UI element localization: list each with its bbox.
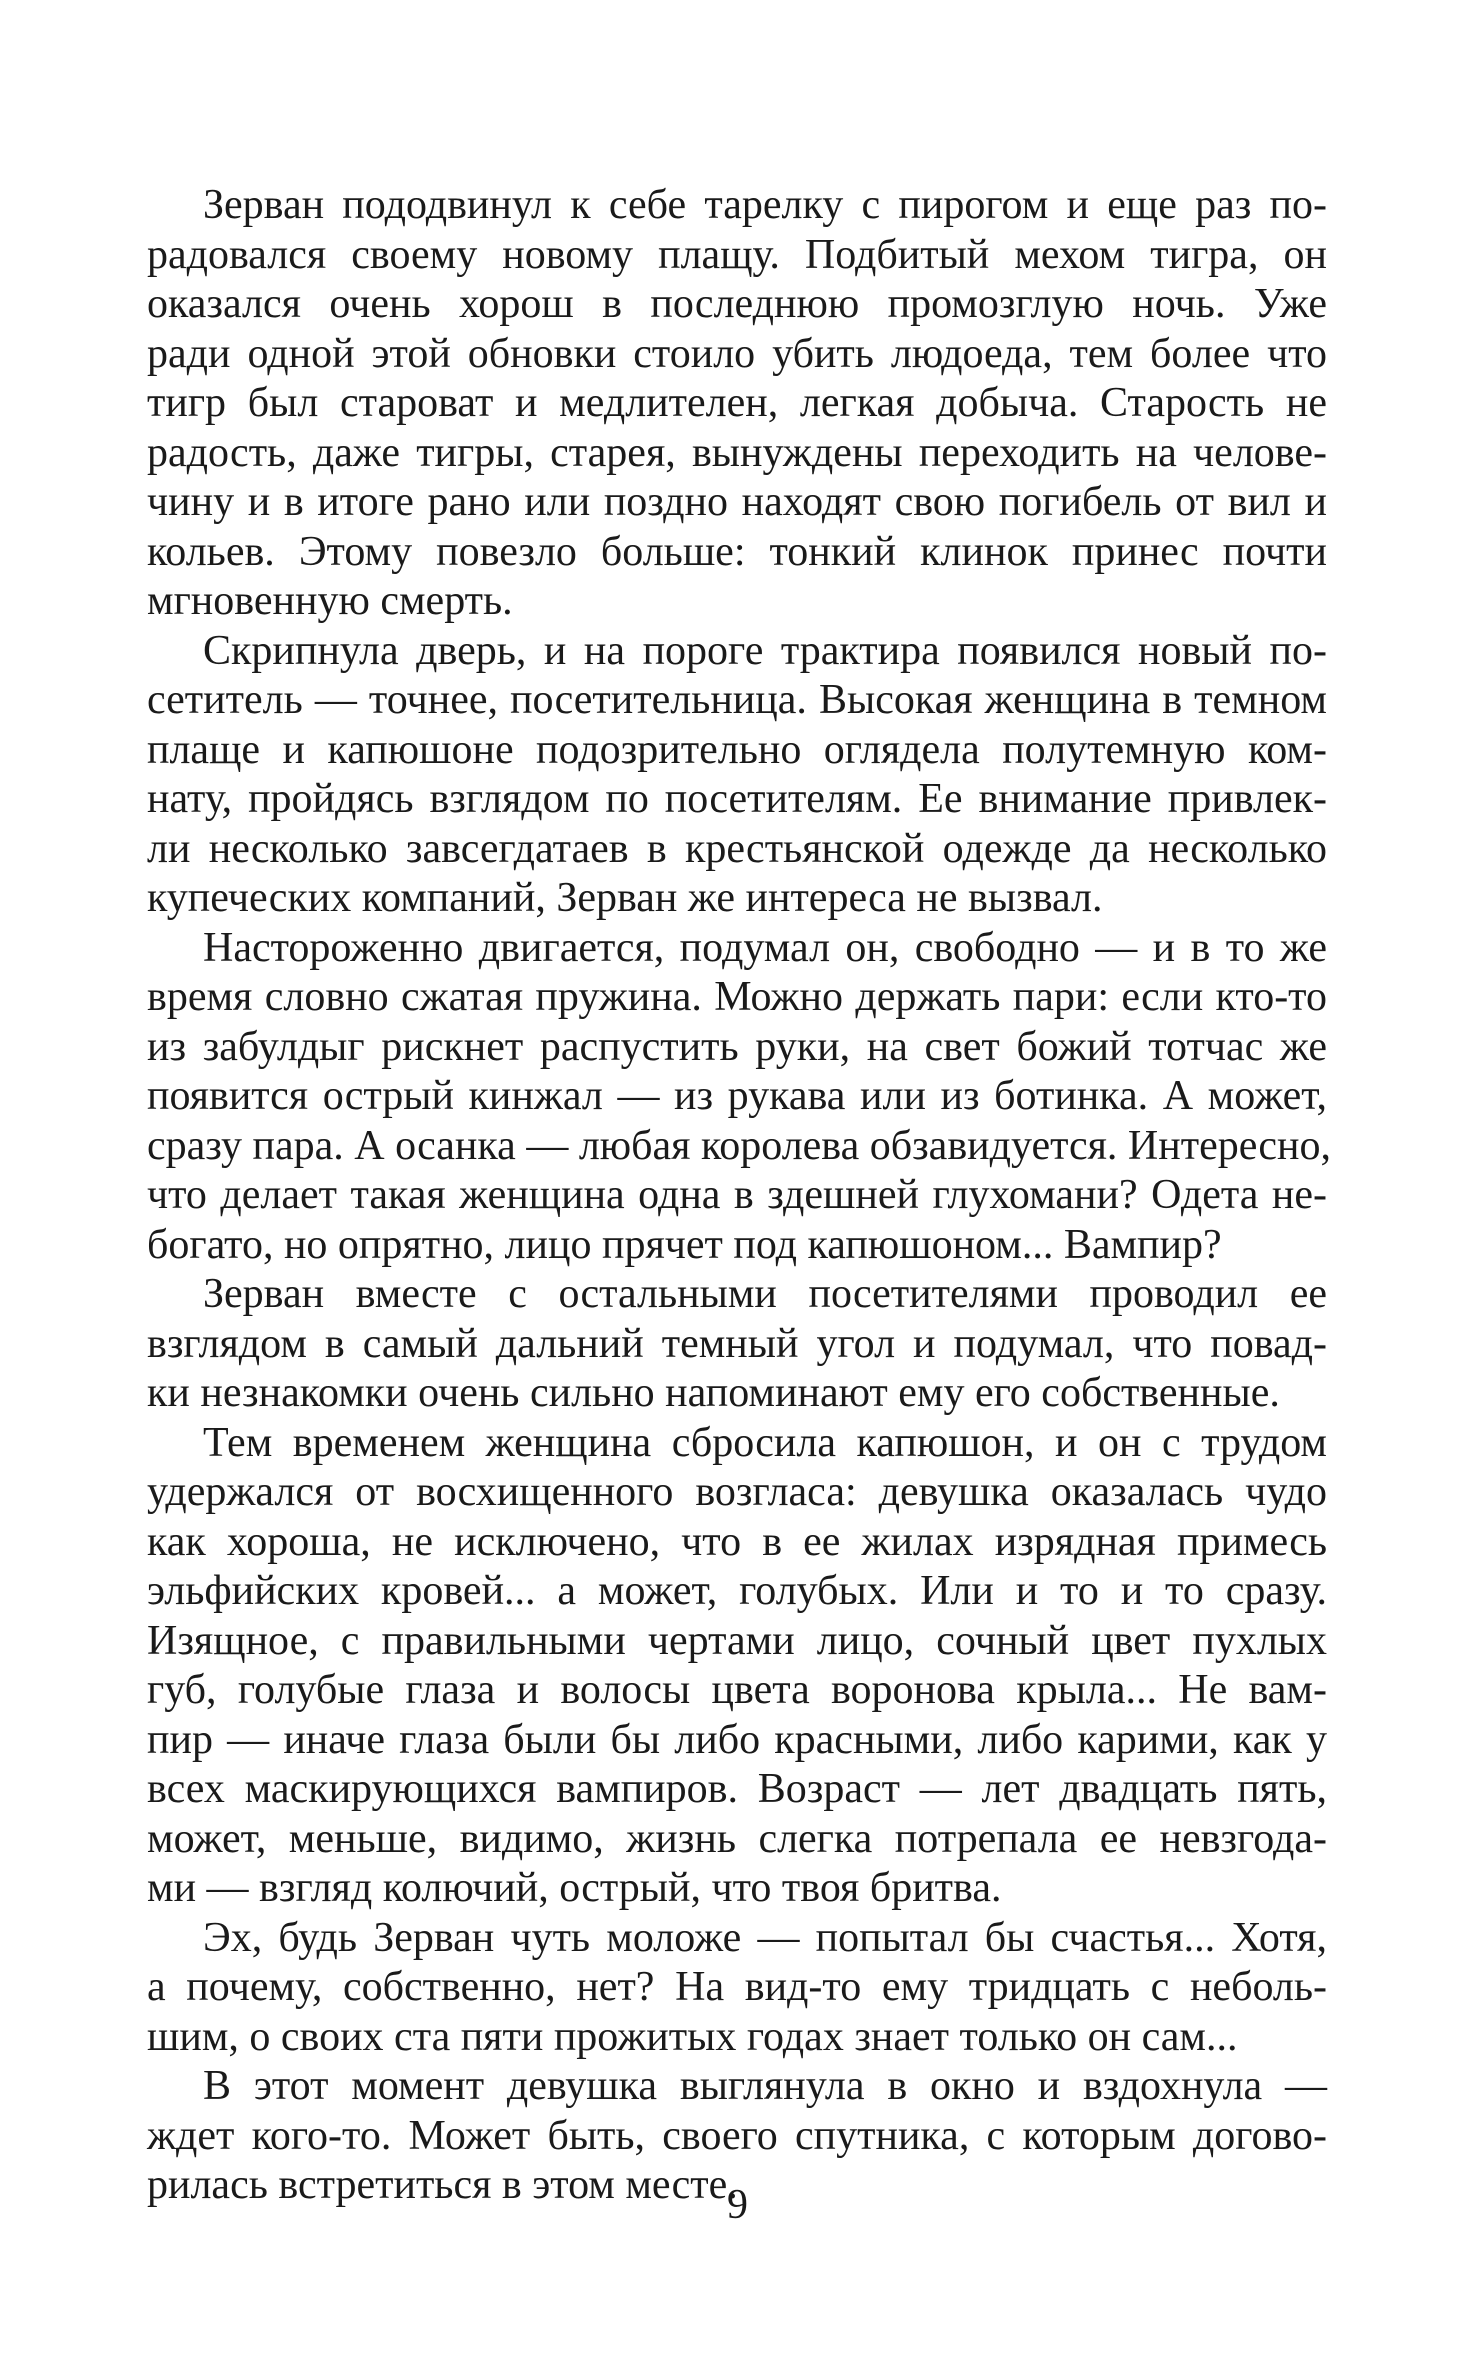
text-line: сразу пара. А осанка — любая королева обзавидуется. Интересно, [147, 1122, 1332, 1169]
text-line: чину и в итоге рано или поздно находят свою погибель от вил и [147, 479, 1327, 525]
paragraph-4 [147, 1270, 1327, 1419]
text-line: рилась встретиться в этом месте. [147, 2162, 738, 2208]
text-line: ждет кого-то. Может быть, своего спутника, с которым догово- [147, 2112, 1327, 2159]
text-line: как хороша, не исключено, что в ее жилах изрядная примесь [147, 1518, 1327, 1565]
text-line: эльфийских кровей... а может, голубых. Или и то и то сразу. [147, 1568, 1327, 1614]
text-line: Зерван пододвинул к себе тарелку с пирогом и еще раз по- [203, 182, 1327, 228]
text-line: купеческих компаний, Зерван же интереса не вызвал. [147, 875, 1103, 921]
text-line: мгновенную смерть. [147, 578, 513, 624]
paragraph-3 [147, 924, 1332, 1271]
text-line: кольев. Этому повезло больше: тонкий клинок принес почти [147, 528, 1327, 575]
text-line: губ, голубые глаза и волосы цвета воронова крыла... Не вам- [147, 1667, 1327, 1713]
text-line: Изящное, с правильными чертами лицо, сочный цвет пухлых [147, 1617, 1327, 1664]
text-line: плаще и капюшоне подозрительно оглядела полутемную ком- [147, 726, 1327, 773]
text-line: сетитель — точнее, посетительница. Высокая женщина в темном [147, 677, 1327, 723]
text-line: что делает такая женщина одна в здешней глухомани? Одета не- [147, 1172, 1327, 1218]
text-line: Скрипнула дверь, и на пороге трактира появился новый по- [203, 627, 1327, 674]
text-line: тигр был староват и медлителен, легкая добыча. Старость не [147, 380, 1327, 426]
text-line: богато, но опрятно, лицо прячет под капюшоном... Вампир? [147, 1221, 1222, 1268]
text-line: удержался от восхищенного возгласа: девушка оказалась чудо [147, 1469, 1327, 1515]
text-line: ми — взгляд колючий, острый, что твоя бритва. [147, 1865, 1002, 1911]
text-line: ки незнакомки очень сильно напоминают ему его собственные. [147, 1370, 1280, 1416]
text-line: В этот момент девушка выглянула в окно и вздохнула — [203, 2063, 1327, 2109]
text-line: пир — иначе глаза были бы либо красными, либо карими, как у [147, 1716, 1327, 1763]
text-line: из забулдыг рискнет распустить руки, на свет божий тотчас же [147, 1023, 1327, 1070]
text-line: а почему, собственно, нет? На вид-то ему тридцать с неболь- [147, 1964, 1327, 2010]
text-line: всех маскирующихся вампиров. Возраст — лет двадцать пять, [147, 1766, 1327, 1812]
page-number: 9 [727, 2182, 748, 2228]
text-line: ради одной этой обновки стоило убить людоеда, тем более что [147, 330, 1327, 377]
text-line: Настороженно двигается, подумал он, свободно — и в то же [203, 924, 1327, 971]
paragraph-1 [147, 181, 1327, 627]
text-line: радовался своему новому плащу. Подбитый мехом тигра, он [147, 231, 1327, 278]
text-line: оказался очень хорош в последнюю промозглую ночь. Уже [147, 281, 1327, 327]
paragraph-5 [147, 1419, 1327, 1914]
page-body [147, 181, 1332, 2211]
text-line: нату, пройдясь взглядом по посетителям. Ее внимание привлек- [147, 776, 1327, 822]
paragraph-2 [147, 627, 1327, 924]
text-line: появится острый кинжал — из рукава или из ботинка. А может, [147, 1073, 1327, 1119]
text-line: шим, о своих ста пяти прожитых годах знает только он сам... [147, 2013, 1238, 2060]
text-line: Эх, будь Зерван чуть моложе — попытал бы счастья... Хотя, [203, 1914, 1327, 1961]
text-line: взглядом в самый дальний темный угол и подумал, что повад- [147, 1320, 1327, 1367]
text-line: Тем временем женщина сбросила капюшон, и он с трудом [203, 1419, 1327, 1466]
text-line: Зерван вместе с остальными посетителями проводил ее [203, 1271, 1327, 1317]
text-line: радость, даже тигры, старея, вынуждены переходить на челове- [147, 429, 1327, 476]
paragraph-6 [147, 1914, 1327, 2063]
text-line: ли несколько завсегдатаев в крестьянской одежде да несколько [147, 825, 1327, 872]
text-line: время словно сжатая пружина. Можно держать пари: если кто-то [147, 974, 1327, 1020]
text-line: может, меньше, видимо, жизнь слегка потрепала ее невзгода- [147, 1815, 1327, 1862]
